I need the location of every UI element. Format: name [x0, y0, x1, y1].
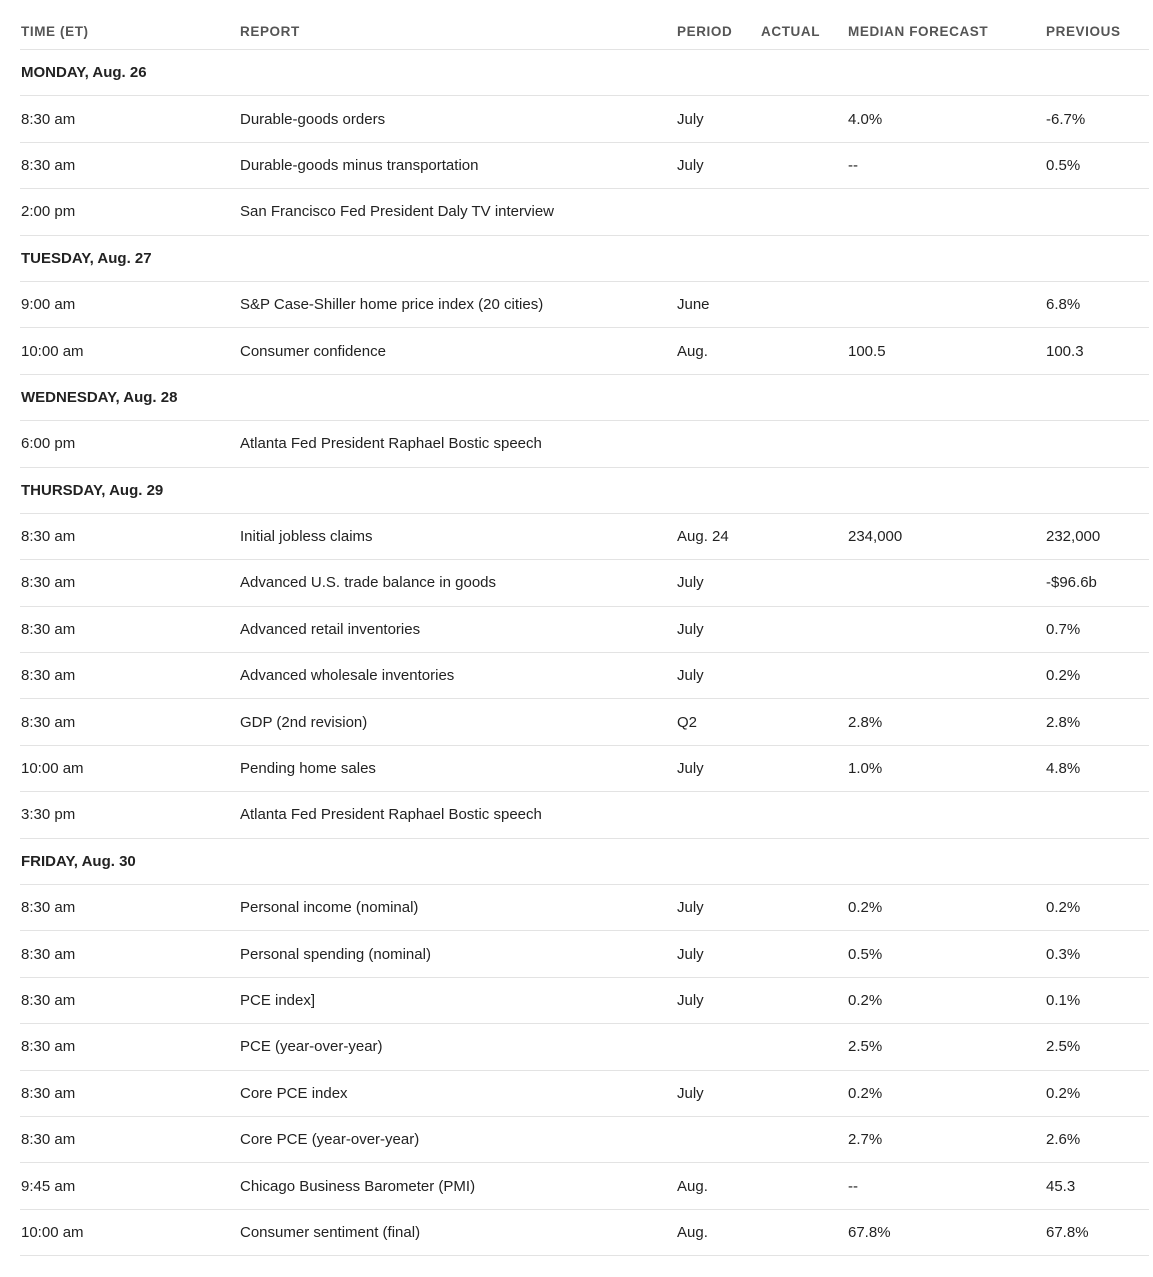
cell-period: July	[677, 156, 704, 174]
cell-previous: 0.7%	[1046, 620, 1081, 638]
cell-time: 2:00 pm	[21, 203, 76, 221]
cell-report: Personal spending (nominal)	[240, 945, 431, 963]
cell-time: 8:30 am	[21, 713, 76, 731]
cell-report: San Francisco Fed President Daly TV interview	[240, 203, 555, 221]
table-body	[20, 50, 1149, 1256]
column-header-time: TIME (ET)	[21, 24, 89, 39]
cell-report: Consumer confidence	[240, 342, 386, 360]
cell-median-forecast: 0.2%	[848, 1084, 883, 1102]
day-header-row	[20, 375, 1149, 421]
cell-median-forecast: 234,000	[848, 528, 903, 546]
cell-median-forecast: 1.0%	[848, 760, 883, 778]
table-row	[20, 421, 1149, 467]
cell-previous: -$96.6b	[1046, 574, 1097, 592]
cell-median-forecast: 2.8%	[848, 713, 883, 731]
cell-report: Advanced U.S. trade balance in goods	[240, 574, 497, 592]
table-row	[20, 1210, 1149, 1256]
table-row	[20, 328, 1149, 374]
cell-time: 8:30 am	[21, 1131, 76, 1149]
column-header-previous: PREVIOUS	[1046, 24, 1121, 39]
cell-time: 9:45 am	[21, 1177, 76, 1195]
day-header-row	[20, 468, 1149, 514]
cell-report: Consumer sentiment (final)	[240, 1223, 421, 1241]
cell-report: Atlanta Fed President Raphael Bostic speech	[240, 435, 542, 453]
cell-time: 10:00 am	[21, 1223, 84, 1241]
cell-report: Core PCE (year-over-year)	[240, 1131, 420, 1149]
cell-period: July	[677, 945, 704, 963]
cell-period: Aug.	[677, 1177, 708, 1195]
cell-report: Core PCE index	[240, 1084, 348, 1102]
cell-time: 8:30 am	[21, 1038, 76, 1056]
cell-period: July	[677, 760, 704, 778]
cell-previous: -6.7%	[1046, 110, 1086, 128]
column-header-period: PERIOD	[677, 24, 733, 39]
cell-period: Q2	[677, 713, 698, 731]
cell-time: 10:00 am	[21, 342, 84, 360]
day-label: TUESDAY, Aug. 27	[21, 249, 152, 267]
table-row	[20, 96, 1149, 142]
cell-report: GDP (2nd revision)	[240, 713, 368, 731]
cell-previous: 2.8%	[1046, 713, 1081, 731]
table-row	[20, 653, 1149, 699]
cell-time: 8:30 am	[21, 1084, 76, 1102]
column-header-median-forecast: MEDIAN FORECAST	[848, 24, 989, 39]
cell-report: Atlanta Fed President Raphael Bostic speech	[240, 806, 542, 824]
cell-report: Personal income (nominal)	[240, 899, 419, 917]
table-header	[20, 14, 1149, 50]
cell-report: Initial jobless claims	[240, 528, 373, 546]
day-label: MONDAY, Aug. 26	[21, 64, 147, 82]
table-row	[20, 514, 1149, 560]
table-row	[20, 1117, 1149, 1163]
table-row	[20, 978, 1149, 1024]
cell-time: 8:30 am	[21, 110, 76, 128]
cell-previous: 45.3	[1046, 1177, 1076, 1195]
cell-previous: 0.5%	[1046, 156, 1081, 174]
column-header-actual: ACTUAL	[761, 24, 821, 39]
table-row	[20, 931, 1149, 977]
cell-median-forecast: 67.8%	[848, 1223, 891, 1241]
cell-period: June	[677, 296, 710, 314]
cell-previous: 2.6%	[1046, 1131, 1081, 1149]
cell-report: PCE index]	[240, 992, 316, 1009]
economic-calendar-table	[20, 14, 1149, 1256]
cell-median-forecast: 0.2%	[848, 899, 883, 917]
cell-median-forecast: --	[848, 156, 858, 174]
cell-median-forecast: 100.5	[848, 342, 886, 360]
cell-time: 9:00 am	[21, 296, 76, 314]
day-header-row	[20, 50, 1149, 96]
cell-median-forecast: 0.5%	[848, 945, 883, 963]
cell-time: 8:30 am	[21, 528, 76, 546]
cell-period: July	[677, 110, 704, 128]
cell-period: Aug.	[677, 342, 708, 360]
cell-report: PCE (year-over-year)	[240, 1038, 383, 1056]
cell-previous: 2.5%	[1046, 1038, 1081, 1056]
day-label: WEDNESDAY, Aug. 28	[21, 388, 178, 406]
cell-previous: 100.3	[1046, 342, 1084, 360]
table-row	[20, 1071, 1149, 1117]
cell-period: July	[677, 620, 704, 638]
day-header-row	[20, 236, 1149, 282]
cell-report: Durable-goods minus transportation	[240, 156, 479, 174]
column-header-report: REPORT	[240, 24, 300, 39]
cell-report: Durable-goods orders	[240, 110, 386, 128]
cell-median-forecast: --	[848, 1177, 858, 1195]
cell-report: S&P Case-Shiller home price index (20 cities)	[240, 296, 544, 314]
table-row	[20, 1163, 1149, 1209]
cell-median-forecast: 0.2%	[848, 992, 883, 1009]
table-row	[20, 189, 1149, 235]
cell-period: July	[677, 992, 704, 1009]
cell-time: 8:30 am	[21, 620, 76, 638]
table-row	[20, 1024, 1149, 1070]
cell-previous: 67.8%	[1046, 1223, 1089, 1241]
cell-time: 8:30 am	[21, 667, 76, 685]
table-row	[20, 699, 1149, 745]
cell-time: 6:00 pm	[21, 435, 76, 453]
table-row	[20, 885, 1149, 931]
cell-median-forecast: 4.0%	[848, 110, 883, 128]
cell-previous: 0.1%	[1046, 992, 1081, 1009]
cell-previous: 0.2%	[1046, 667, 1081, 685]
cell-previous: 0.2%	[1046, 899, 1081, 917]
cell-period: July	[677, 667, 704, 685]
table-row	[20, 282, 1149, 328]
cell-previous: 6.8%	[1046, 296, 1081, 314]
cell-previous: 4.8%	[1046, 760, 1081, 778]
cell-period: July	[677, 1084, 704, 1102]
day-label: FRIDAY, Aug. 30	[21, 852, 136, 870]
cell-report: Advanced wholesale inventories	[240, 667, 455, 685]
cell-time: 8:30 am	[21, 899, 76, 917]
table-row	[20, 607, 1149, 653]
cell-time: 8:30 am	[21, 574, 76, 592]
table-row	[20, 143, 1149, 189]
cell-time: 10:00 am	[21, 760, 84, 778]
cell-previous: 232,000	[1046, 528, 1101, 546]
cell-period: Aug.	[677, 1223, 708, 1241]
cell-previous: 0.3%	[1046, 945, 1081, 963]
table-row	[20, 792, 1149, 838]
cell-time: 8:30 am	[21, 156, 76, 174]
cell-report: Pending home sales	[240, 760, 376, 778]
cell-time: 8:30 am	[21, 945, 76, 963]
cell-period: Aug. 24	[677, 528, 729, 546]
cell-period: July	[677, 899, 704, 917]
cell-median-forecast: 2.7%	[848, 1131, 883, 1149]
cell-previous: 0.2%	[1046, 1084, 1081, 1102]
cell-median-forecast: 2.5%	[848, 1038, 883, 1056]
table-row	[20, 560, 1149, 606]
cell-time: 8:30 am	[21, 992, 76, 1009]
cell-period: July	[677, 574, 704, 592]
cell-time: 3:30 pm	[21, 806, 76, 824]
day-header-row	[20, 839, 1149, 885]
cell-report: Chicago Business Barometer (PMI)	[240, 1177, 476, 1195]
table-row	[20, 746, 1149, 792]
day-label: THURSDAY, Aug. 29	[21, 481, 164, 499]
cell-report: Advanced retail inventories	[240, 620, 421, 638]
